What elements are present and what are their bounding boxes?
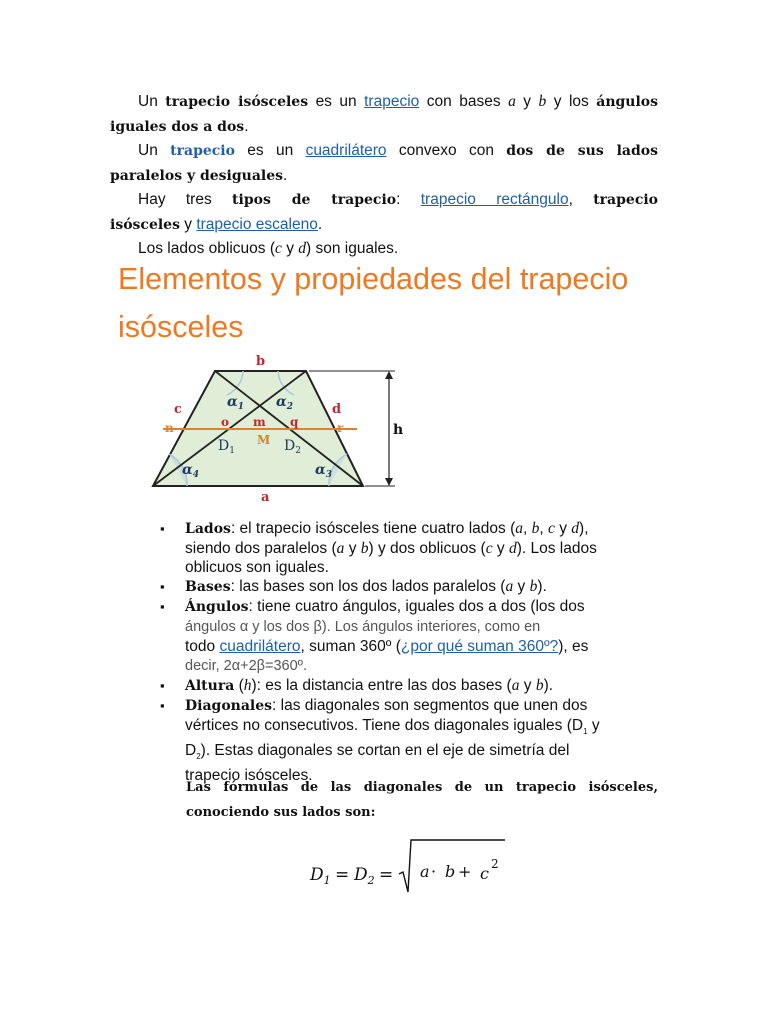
var-c: c xyxy=(485,540,493,557)
label-D1: D xyxy=(218,438,230,454)
text: y xyxy=(281,240,299,257)
var-a: a xyxy=(511,677,520,694)
text: y xyxy=(554,520,572,537)
list-item-diagonales xyxy=(160,696,650,785)
bold-term: Lados xyxy=(185,521,231,537)
text: y xyxy=(344,540,361,557)
text: con bases xyxy=(419,93,509,110)
label-alpha1-sub: 1 xyxy=(237,402,245,412)
text: , xyxy=(568,191,594,208)
svg-text:D1 xyxy=(309,865,331,887)
var-d: d xyxy=(571,520,580,537)
var-a: a xyxy=(508,93,516,110)
var-d: d xyxy=(508,540,517,557)
properties-list xyxy=(160,519,650,785)
bold-term: trapecio isósceles xyxy=(165,94,309,110)
text: siendo dos paralelos ( xyxy=(185,540,337,557)
paragraph-definition-isosceles-line2 xyxy=(110,115,658,140)
label-alpha1: α xyxy=(227,394,238,410)
bold-term: ángulos xyxy=(596,94,659,110)
formula-D2-sub: 2 xyxy=(367,874,375,887)
text: ). xyxy=(537,578,547,595)
paragraph-definition-trapecio-line2 xyxy=(110,164,658,189)
text: ), es xyxy=(558,638,589,655)
text: Los lados oblicuos ( xyxy=(138,240,275,257)
label-r: r xyxy=(337,421,344,435)
text: todo xyxy=(185,638,220,655)
text: : tiene cuatro ángulos, iguales dos a dos (los dos xyxy=(248,598,585,615)
label-alpha4-sub: 4 xyxy=(192,470,200,480)
link-trapecio-escaleno[interactable]: trapecio escaleno xyxy=(196,215,318,233)
text: ). xyxy=(543,677,554,694)
link-trapecio-rectangulo[interactable]: trapecio rectángulo xyxy=(420,191,569,208)
text: decir, 2α+2β=360º. xyxy=(185,658,307,674)
var-b: b xyxy=(535,677,544,694)
paragraph-types xyxy=(110,188,658,213)
label-n: n xyxy=(165,421,174,435)
text: ) son iguales. xyxy=(306,240,399,257)
heading-line-2: isósceles xyxy=(118,310,244,344)
label-alpha2: α xyxy=(276,394,287,410)
list-item-lados xyxy=(160,519,650,577)
label-M: M xyxy=(257,433,271,447)
text: ). Los lados xyxy=(516,540,597,557)
var-b: b xyxy=(529,578,538,595)
text: y xyxy=(179,215,197,233)
label-alpha2-sub: 2 xyxy=(286,402,294,412)
label-o: o xyxy=(221,415,230,429)
text: : las diagonales son segmentos que unen dos xyxy=(272,697,588,714)
text: : xyxy=(396,191,421,208)
bullet-icon: ▪ xyxy=(160,678,165,693)
formula-b: b xyxy=(445,862,456,881)
text: y xyxy=(492,540,509,557)
isosceles-trapezoid-diagram xyxy=(145,350,435,508)
var-a: a xyxy=(336,540,345,557)
bullet-icon: ▪ xyxy=(160,599,165,614)
paragraph-types-line2 xyxy=(110,213,658,238)
formula-exponent: 2 xyxy=(491,857,499,871)
formula-intro xyxy=(186,775,658,825)
text: Hay tres xyxy=(138,191,233,208)
formula-intro-line-1: Las fórmulas de las diagonales de un trapecio isósceles, xyxy=(186,780,658,795)
bold-term: iguales dos a dos xyxy=(110,118,245,135)
label-q: q xyxy=(290,415,299,429)
formula-a: a xyxy=(420,862,430,881)
height-arrow-top xyxy=(385,371,393,379)
bullet-icon: ▪ xyxy=(160,579,165,594)
label-alpha4: α xyxy=(182,462,193,478)
var-b: b xyxy=(360,540,369,557)
paragraph-definition-isosceles xyxy=(110,90,658,115)
var-b: b xyxy=(531,520,540,537)
var-h: h xyxy=(243,677,252,694)
formula-dot: · xyxy=(431,862,437,881)
label-c: c xyxy=(174,402,182,417)
text: , xyxy=(539,520,549,537)
formula-c: c xyxy=(480,864,489,883)
list-item-angulos xyxy=(160,597,650,676)
label-a: a xyxy=(261,490,270,505)
paragraph-definition-trapecio xyxy=(110,139,658,164)
text: y los xyxy=(546,93,597,110)
label-h: h xyxy=(393,422,404,438)
svg-text:D2 xyxy=(353,865,375,887)
bold-term: paralelos y desiguales xyxy=(110,167,283,184)
text: convexo con xyxy=(386,142,507,159)
var-a: a xyxy=(505,578,514,595)
var-a: a xyxy=(515,520,524,537)
text: es un xyxy=(308,93,365,110)
text: vértices no consecutivos. Tiene dos diagonales iguales (D xyxy=(185,717,584,734)
formula-D2: D xyxy=(354,865,368,885)
text: ), xyxy=(579,520,589,537)
text: ángulos α y los dos β). Los ángulos interiores, como en xyxy=(185,619,541,635)
text: oblicuos son iguales. xyxy=(185,559,329,576)
formula-intro-line-2: conociendo sus lados son: xyxy=(186,805,376,820)
label-D2: D xyxy=(284,438,296,454)
bold-term: isósceles xyxy=(110,216,180,233)
label-D1-sub: 1 xyxy=(229,446,235,456)
bold-term: Bases xyxy=(185,579,231,595)
text: y xyxy=(513,578,530,595)
text: D xyxy=(185,742,197,760)
text: trapecio isósceles. xyxy=(185,767,313,785)
text: : las bases son los dos lados paralelos ( xyxy=(230,578,506,595)
section-heading xyxy=(118,255,678,351)
label-b: b xyxy=(256,354,266,369)
subscript: 1 xyxy=(583,727,588,737)
text: es un xyxy=(234,142,306,159)
text: , suman 360º ( xyxy=(300,638,401,655)
label-m: m xyxy=(253,415,266,429)
link-cuadrilatero[interactable]: cuadrilátero xyxy=(219,638,301,655)
formula-equals: = xyxy=(379,865,394,885)
link-cuadrilatero[interactable]: cuadrilátero xyxy=(305,142,387,159)
label-d: d xyxy=(332,402,342,417)
text: . xyxy=(283,166,288,184)
bullet-icon: ▪ xyxy=(160,698,165,713)
var-b: b xyxy=(538,93,547,110)
text: ( xyxy=(234,677,244,694)
subscript: 2 xyxy=(196,752,201,762)
bold-term: trapecio xyxy=(170,143,235,159)
bullet-icon: ▪ xyxy=(160,521,165,536)
text: . xyxy=(244,117,249,135)
text: ). Estas diagonales se cortan en el eje de simetría del xyxy=(200,742,570,760)
list-item-bases xyxy=(160,577,650,597)
var-c: c xyxy=(548,520,555,537)
formula-plus: + xyxy=(458,862,472,881)
formula-D1: D xyxy=(310,865,324,885)
link-por-que-suman-360[interactable]: ¿por qué suman 360º? xyxy=(400,638,559,655)
label-alpha3: α xyxy=(315,462,326,478)
var-d: d xyxy=(298,240,307,257)
text: y xyxy=(515,93,539,110)
var-c: c xyxy=(275,240,282,257)
text: : el trapecio isósceles tiene cuatro lados ( xyxy=(230,520,516,537)
bold-term: dos de sus lados xyxy=(506,143,659,159)
link-trapecio[interactable]: trapecio xyxy=(364,93,420,110)
label-alpha3-sub: 3 xyxy=(325,470,333,480)
text: ): es la distancia entre las dos bases ( xyxy=(251,677,512,694)
list-item-altura xyxy=(160,676,650,696)
text: Un xyxy=(138,142,171,159)
text: . xyxy=(317,215,323,233)
text: y xyxy=(587,717,600,734)
text: , xyxy=(523,520,532,537)
diagonal-formula xyxy=(305,830,510,900)
bold-term: Ángulos xyxy=(185,599,249,615)
bold-term: Diagonales xyxy=(185,698,273,714)
formula-equals: = xyxy=(335,865,350,885)
bold-term: tipos de trapecio xyxy=(232,192,397,208)
heading-line-1: Elementos y propiedades del trapecio xyxy=(118,262,629,296)
bold-term: trapecio xyxy=(593,192,658,208)
label-D2-sub: 2 xyxy=(295,446,301,456)
text: Un xyxy=(138,93,166,110)
height-arrow-bottom xyxy=(385,478,393,486)
text: ) y dos oblicuos ( xyxy=(368,540,486,557)
formula-D1-sub: 1 xyxy=(323,874,331,887)
bold-term: Altura xyxy=(185,678,235,694)
text: y xyxy=(519,677,536,694)
